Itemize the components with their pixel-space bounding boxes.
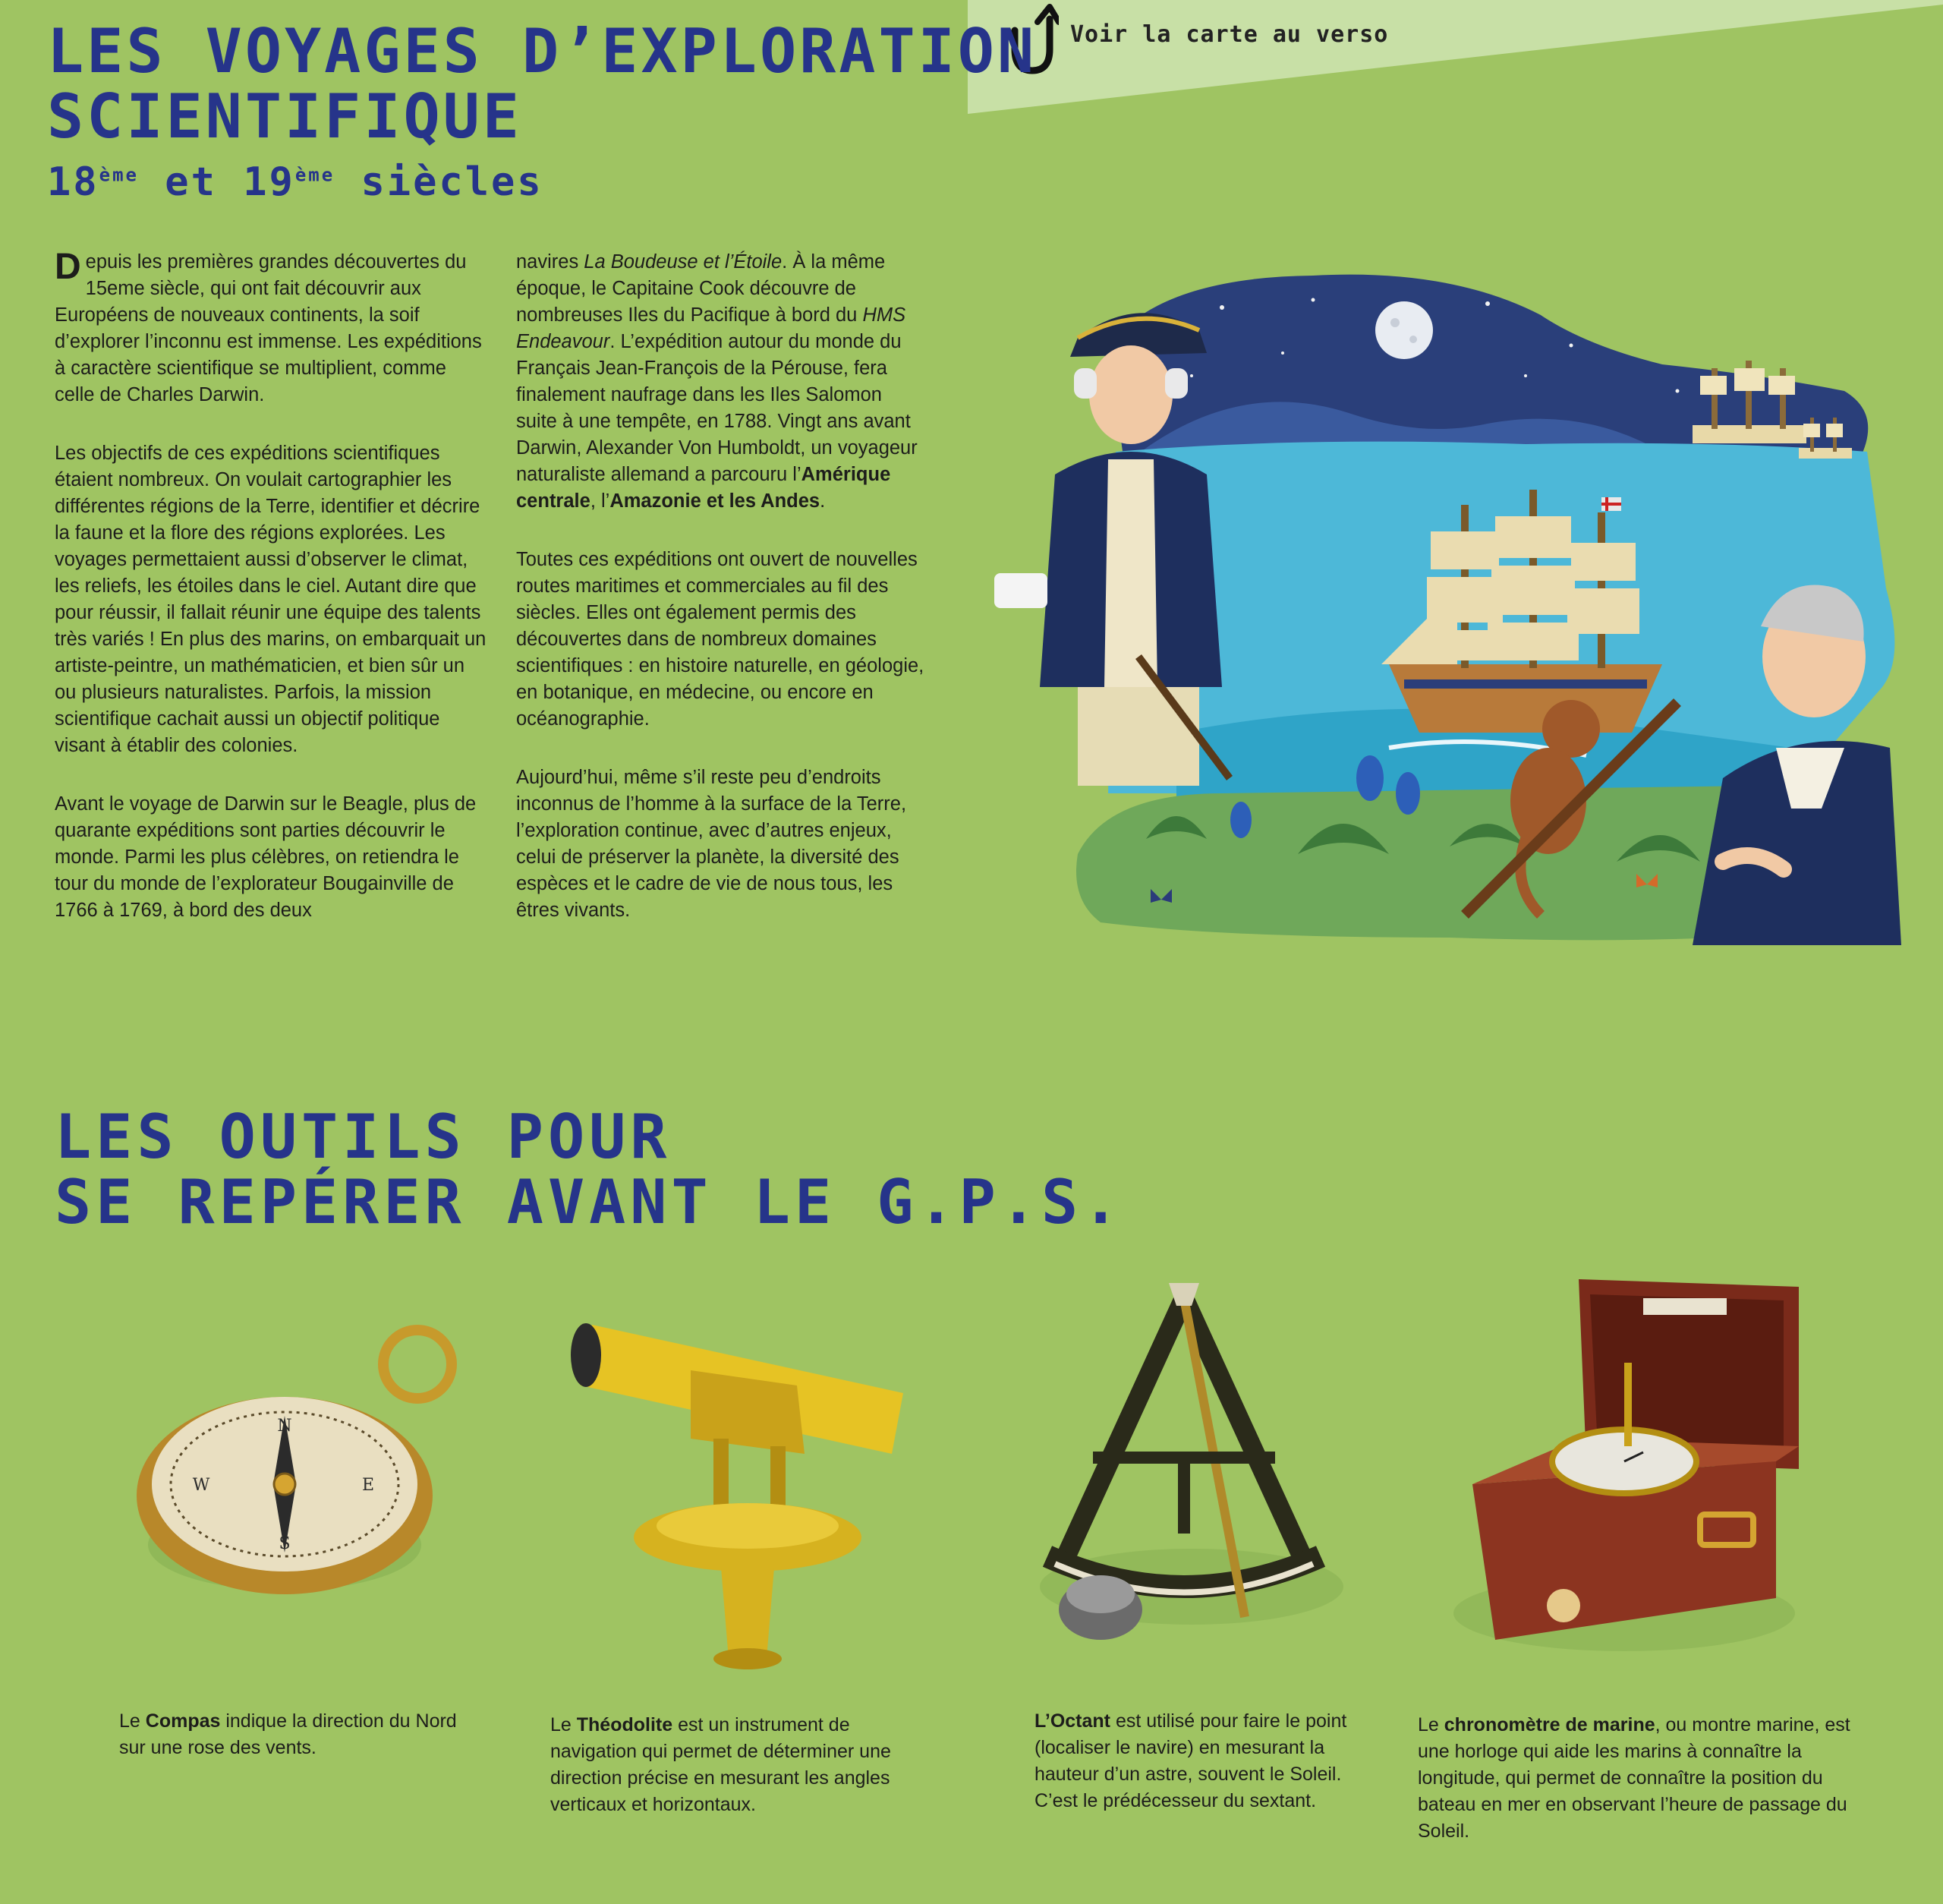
place-highlight: Amérique centrale (516, 464, 891, 512)
exploration-illustration (994, 262, 1909, 1074)
compass-illustration (137, 1317, 471, 1613)
caption-prefix: Le (119, 1710, 146, 1732)
caption-theodolite (550, 1712, 899, 1818)
octant-illustration (1017, 1283, 1359, 1678)
compass-s-label: S (279, 1534, 291, 1553)
compass-e-label: E (361, 1476, 375, 1495)
caption-prefix: Le (550, 1714, 577, 1735)
article-paragraph (516, 249, 926, 515)
page-title-line2: SCIENTIFIQUE (47, 81, 522, 153)
tools-title-line1: LES OUTILS POUR (55, 1102, 672, 1172)
place-highlight: Amazonie et les Andes (609, 490, 820, 512)
drop-cap: D (55, 247, 81, 287)
caption-tool-name: chronomètre de marine (1444, 1714, 1655, 1735)
ship-name-hms: HMS Endeavour (516, 304, 906, 352)
page-title-line1: LES VOYAGES D’EXPLORATION (47, 16, 1038, 87)
article-column-left (55, 249, 487, 956)
caption-text: , ou montre marine, est une horloge qui aide les marins à connaître la longitude, qui permet de connaître la position du bateau en mer en observant l’heure de passage du Soleil. (1418, 1714, 1850, 1842)
text-run: navires (516, 251, 584, 273)
text-run: . À la même époque, le Capitaine Cook découvre de nombreuses Iles du Pacifique à bord du (516, 251, 886, 326)
subtitle-sup2: ème (294, 164, 335, 186)
subtitle-part3: siècles (335, 159, 543, 205)
article-paragraph: Toutes ces expéditions ont ouvert de nouvelles routes maritimes et commerciales au fil des siècles. Elles ont également permis des découvertes dans de nombreux domaines scientifiques : en histoire naturelle, en géologie, en botanique, en médecine, ou encore en océanographie. (516, 549, 924, 730)
tools-title-line2: SE REPÉRER AVANT LE G.P.S. (55, 1167, 1124, 1238)
caption-compas (119, 1708, 468, 1761)
caption-text: est utilisé pour faire le point (localiser le navire) en mesurant la hauteur d’un astre, souvent le Soleil. C’est le prédécesseur du sextant. (1034, 1710, 1347, 1811)
subtitle-sup1: ème (99, 164, 139, 186)
caption-tool-name: Théodolite (576, 1714, 673, 1735)
text-run: . L’expédition autour du monde du Français Jean-François de la Pérouse, fera finalement naufrage dans les Iles Salomon suite à une tempête, en 1788. Vingt ans avant Darwin, Alexander Von Humboldt, un voyageur naturaliste allemand a parcouru l’ (516, 331, 918, 485)
article-paragraph: Avant le voyage de Darwin sur le Beagle, plus de quarante expéditions sont parties découvrir le monde. Parmi les plus célèbres, on retiendra le tour du monde de l’explorateur Bougainville de 1766 à 1769, à bord des deux (55, 793, 477, 921)
compass-w-label: W (192, 1476, 210, 1495)
compass-n-label: N (277, 1417, 292, 1436)
subtitle-part1: 18 (47, 159, 99, 205)
article-column-right (516, 249, 926, 956)
verso-banner (968, 0, 1943, 114)
caption-text: est un instrument de navigation qui permet de déterminer une direction précise en mesurant les angles verticaux et horizontaux. (550, 1714, 891, 1815)
caption-tool-name: Compas (145, 1710, 221, 1732)
article-paragraph: Les objectifs de ces expéditions scientifiques étaient nombreux. On voulait cartographier les différentes régions de la Terre, identifier et décrire la faune et la flore des régions explorées. Les voyages permettaient aussi d’observer le climat, les reliefs, les étoiles dans le ciel. Autant dire que pour réussir, il fallait réunir une équipe des talents très variés ! En plus des marins, on embarquait un artiste-peintre, un mathématicien, et bien sûr un ou plusieurs naturalistes. Parfois, la mission scientifique cachait aussi un objectif politique visant à établir des colonies. (55, 443, 487, 756)
caption-chronometre (1418, 1712, 1873, 1845)
caption-text: indique la direction du Nord sur une rose des vents. (119, 1710, 457, 1758)
caption-prefix: Le (1418, 1714, 1444, 1735)
caption-tool-name: L’Octant (1034, 1710, 1111, 1732)
page-title (47, 16, 1038, 153)
ship-names: La Boudeuse et l’Étoile (584, 251, 783, 273)
moon (1375, 301, 1433, 359)
verso-link[interactable]: Voir la carte au verso (1070, 21, 1389, 48)
article-paragraph: Aujourd’hui, même s’il reste peu d’endroits inconnus de l’homme à la surface de la Terre, l’exploration continue, avec d’autres enjeux, celui de préserver la planète, la diversité des espèces et le cadre de vie de nous tous, les êtres vivants. (516, 767, 907, 921)
article-paragraph (55, 249, 487, 408)
page-subtitle (47, 161, 543, 203)
caption-octant (1034, 1708, 1368, 1814)
chronometer-illustration (1450, 1272, 1806, 1659)
subtitle-part2: et 19 (138, 159, 295, 205)
tools-section-title (55, 1102, 1124, 1238)
text-run: . (820, 490, 826, 512)
paragraph-text: epuis les premières grandes découvertes du 15eme siècle, qui ont fait découvrir aux Européens de nouveaux continents, la soif d’explorer l’inconnu est immense. Les expéditions à caractère scientifique se multiplient, comme celle de Charles Darwin. (55, 251, 482, 405)
theodolite-illustration (577, 1294, 911, 1674)
text-run: , l’ (590, 490, 610, 512)
